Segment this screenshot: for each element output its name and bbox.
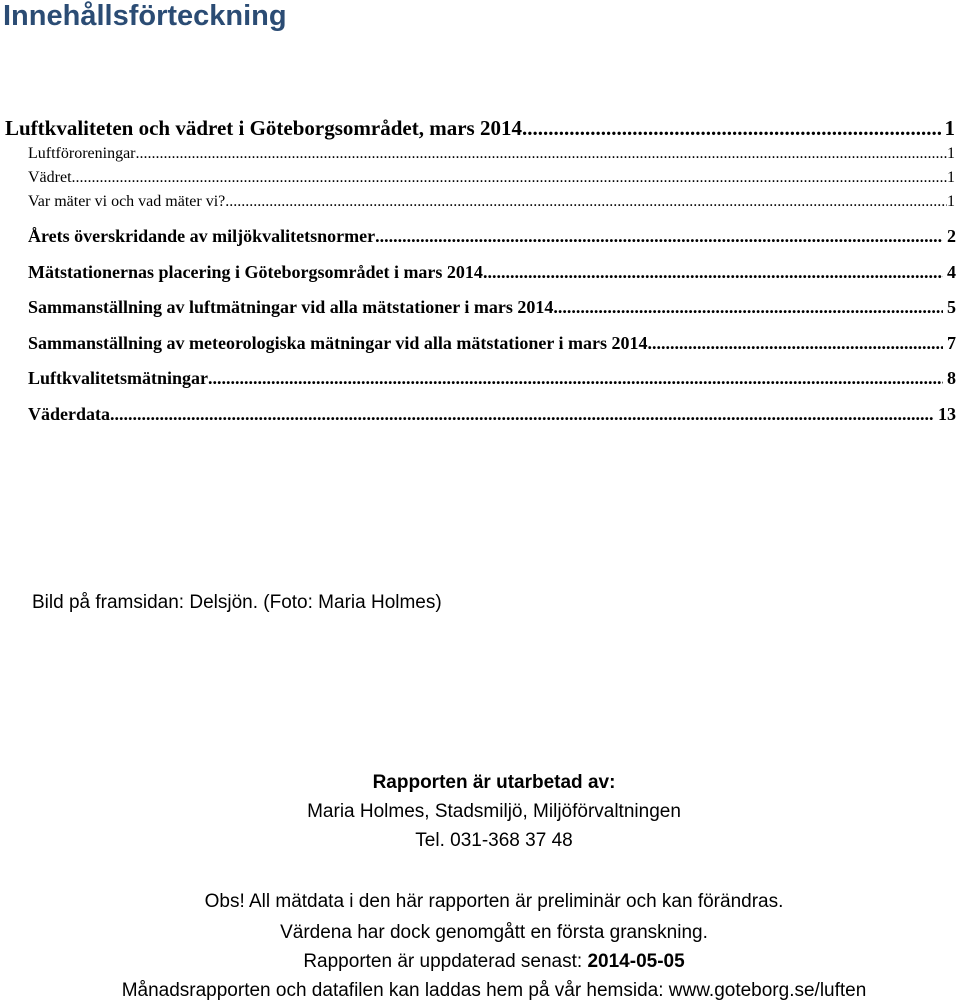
toc-leader <box>136 145 947 163</box>
credits-title: Rapporten är utarbetad av: <box>372 772 616 793</box>
toc-leader <box>375 226 943 247</box>
toc-entry-label: Luftkvaliteten och vädret i Göteborgsområdet, mars 2014 <box>5 116 522 140</box>
toc-entry-page: 1 <box>944 116 955 140</box>
toc-entry-page: 13 <box>938 404 956 424</box>
toc-entry-page: 1 <box>947 193 955 210</box>
notice-review: Värdena har dock genomgått en första granskning. <box>280 922 708 943</box>
toc-entry-label: Luftkvalitetsmätningar <box>28 368 208 388</box>
toc-entry-label: Årets överskridande av miljökvalitetsnormer <box>28 226 376 246</box>
credits-phone: Tel. 031-368 37 48 <box>415 830 573 851</box>
toc-entry-page: 1 <box>947 169 955 186</box>
toc-entry-page: 5 <box>947 297 956 317</box>
toc-entry[interactable] <box>28 368 956 389</box>
toc-entry-label: Luftföroreningar <box>28 145 136 162</box>
toc-leader <box>648 333 943 354</box>
toc-leader <box>110 404 934 425</box>
toc-entry-label: Var mäter vi och vad mäter vi? <box>28 193 226 210</box>
cover-photo-caption: Bild på framsidan: Delsjön. (Foto: Maria Holmes) <box>32 592 442 613</box>
notice-updated <box>0 951 960 973</box>
toc-entry[interactable] <box>28 297 956 318</box>
toc-leader <box>522 116 941 141</box>
notice-preliminary: Obs! All mätdata i den här rapporten är preliminär och kan förändras. <box>204 891 784 912</box>
toc-leader <box>483 262 943 283</box>
notice-download[interactable]: Månadsrapporten och datafilen kan laddas hem på vår hemsida: www.goteborg.se/luften <box>121 980 867 1001</box>
toc-leader <box>553 297 943 318</box>
toc-entry[interactable] <box>28 404 956 425</box>
toc-entry-page: 7 <box>947 333 956 353</box>
page-title: Innehållsförteckning <box>3 0 287 32</box>
toc-entry[interactable] <box>28 226 956 247</box>
toc-entry-page: 4 <box>947 262 956 282</box>
toc-entry-label: Vädret <box>28 169 72 186</box>
toc-entry-label: Mätstationernas placering i Göteborgsområdet i mars 2014 <box>28 262 483 282</box>
toc-leader <box>72 169 947 187</box>
toc-entry-label: Sammanställning av meteorologiska mätningar vid alla mätstationer i mars 2014 <box>28 333 648 353</box>
toc-leader <box>225 193 947 211</box>
toc-leader <box>208 368 943 389</box>
toc-entry-page: 2 <box>947 226 956 246</box>
toc-entry-page: 1 <box>947 145 955 162</box>
toc-entry-label: Sammanställning av luftmätningar vid alla mätstationer i mars 2014 <box>28 297 554 317</box>
toc-entry-page: 8 <box>947 368 956 388</box>
toc-entry[interactable] <box>28 145 955 163</box>
toc-entry[interactable] <box>5 116 955 141</box>
toc-entry[interactable] <box>28 193 955 211</box>
notice-updated-label: Rapporten är uppdaterad senast: <box>303 951 588 972</box>
toc-entry[interactable] <box>28 333 956 354</box>
toc-entry[interactable] <box>28 262 956 283</box>
credits-author: Maria Holmes, Stadsmiljö, Miljöförvaltningen <box>307 801 681 822</box>
notice-updated-date: 2014-05-05 <box>587 951 685 972</box>
toc-entry[interactable] <box>28 169 955 187</box>
toc-entry-label: Väderdata <box>28 404 110 424</box>
